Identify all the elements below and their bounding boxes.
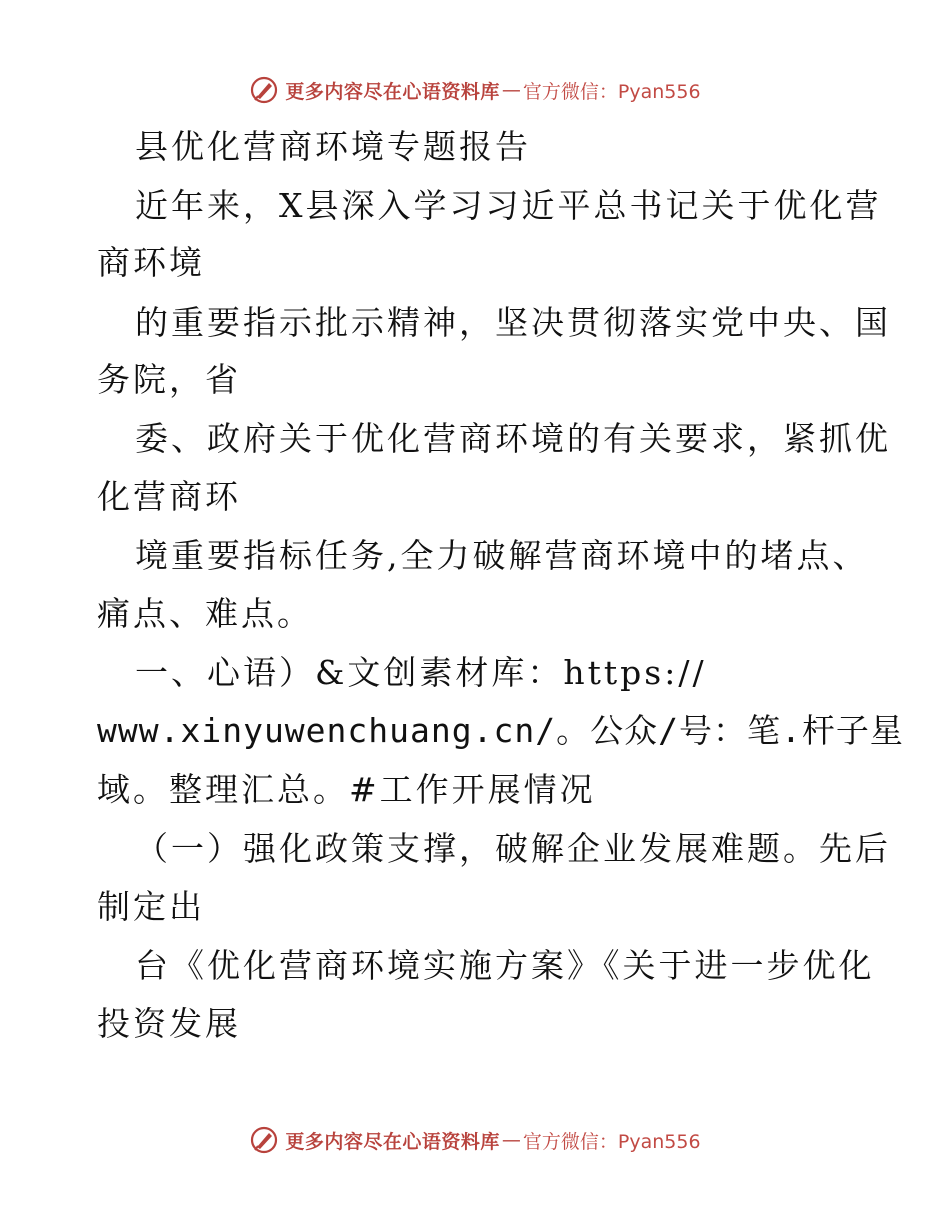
paragraph-line: 投资发展 [97,1004,241,1043]
paragraph-line: 台《优化营商环境实施方案》《关于进一步优化 [135,946,875,985]
watermark-brand-text: 更多内容尽在心语资料库 [285,1130,500,1153]
paragraph-line: 域。整理汇总。#工作开展情况 [97,770,596,809]
watermark-separator: — [501,79,521,101]
paragraph-line: www.xinyuwenchuang.cn/。公众/号：笔.杆子星 [97,711,904,750]
footer-watermark [0,1122,950,1158]
watermark-brand-text: 更多内容尽在心语资料库 [285,80,500,103]
paragraph-line: 近年来，X县深入学习习近平总书记关于优化营 [135,186,882,225]
paragraph-line: 商环境 [97,243,205,282]
watermark-wechat-text: 官方微信：Pyan556 [522,80,701,103]
document-title: 县优化营商环境专题报告 [135,127,531,166]
paragraph-line: 境重要指标任务,全力破解营商环境中的堵点、 [135,536,869,575]
watermark-separator: — [501,1129,521,1151]
paragraph-line: （一）强化政策支撑，破解企业发展难题。先后 [135,829,891,868]
watermark-wechat-text: 官方微信：Pyan556 [522,1130,701,1153]
paragraph-line: 委、政府关于优化营商环境的有关要求，紧抓优 [135,419,891,458]
paragraph-line: 务院，省 [97,360,241,399]
paragraph-line: 化营商环 [97,477,241,516]
paragraph-line: 痛点、难点。 [97,594,313,633]
quill-logo-icon [249,1125,279,1155]
section-heading-line: 一、心语）&文创素材库：https:// [135,653,707,692]
paragraph-line: 制定出 [97,887,205,926]
paragraph-line: 的重要指示批示精神，坚决贯彻落实党中央、国 [135,303,891,342]
